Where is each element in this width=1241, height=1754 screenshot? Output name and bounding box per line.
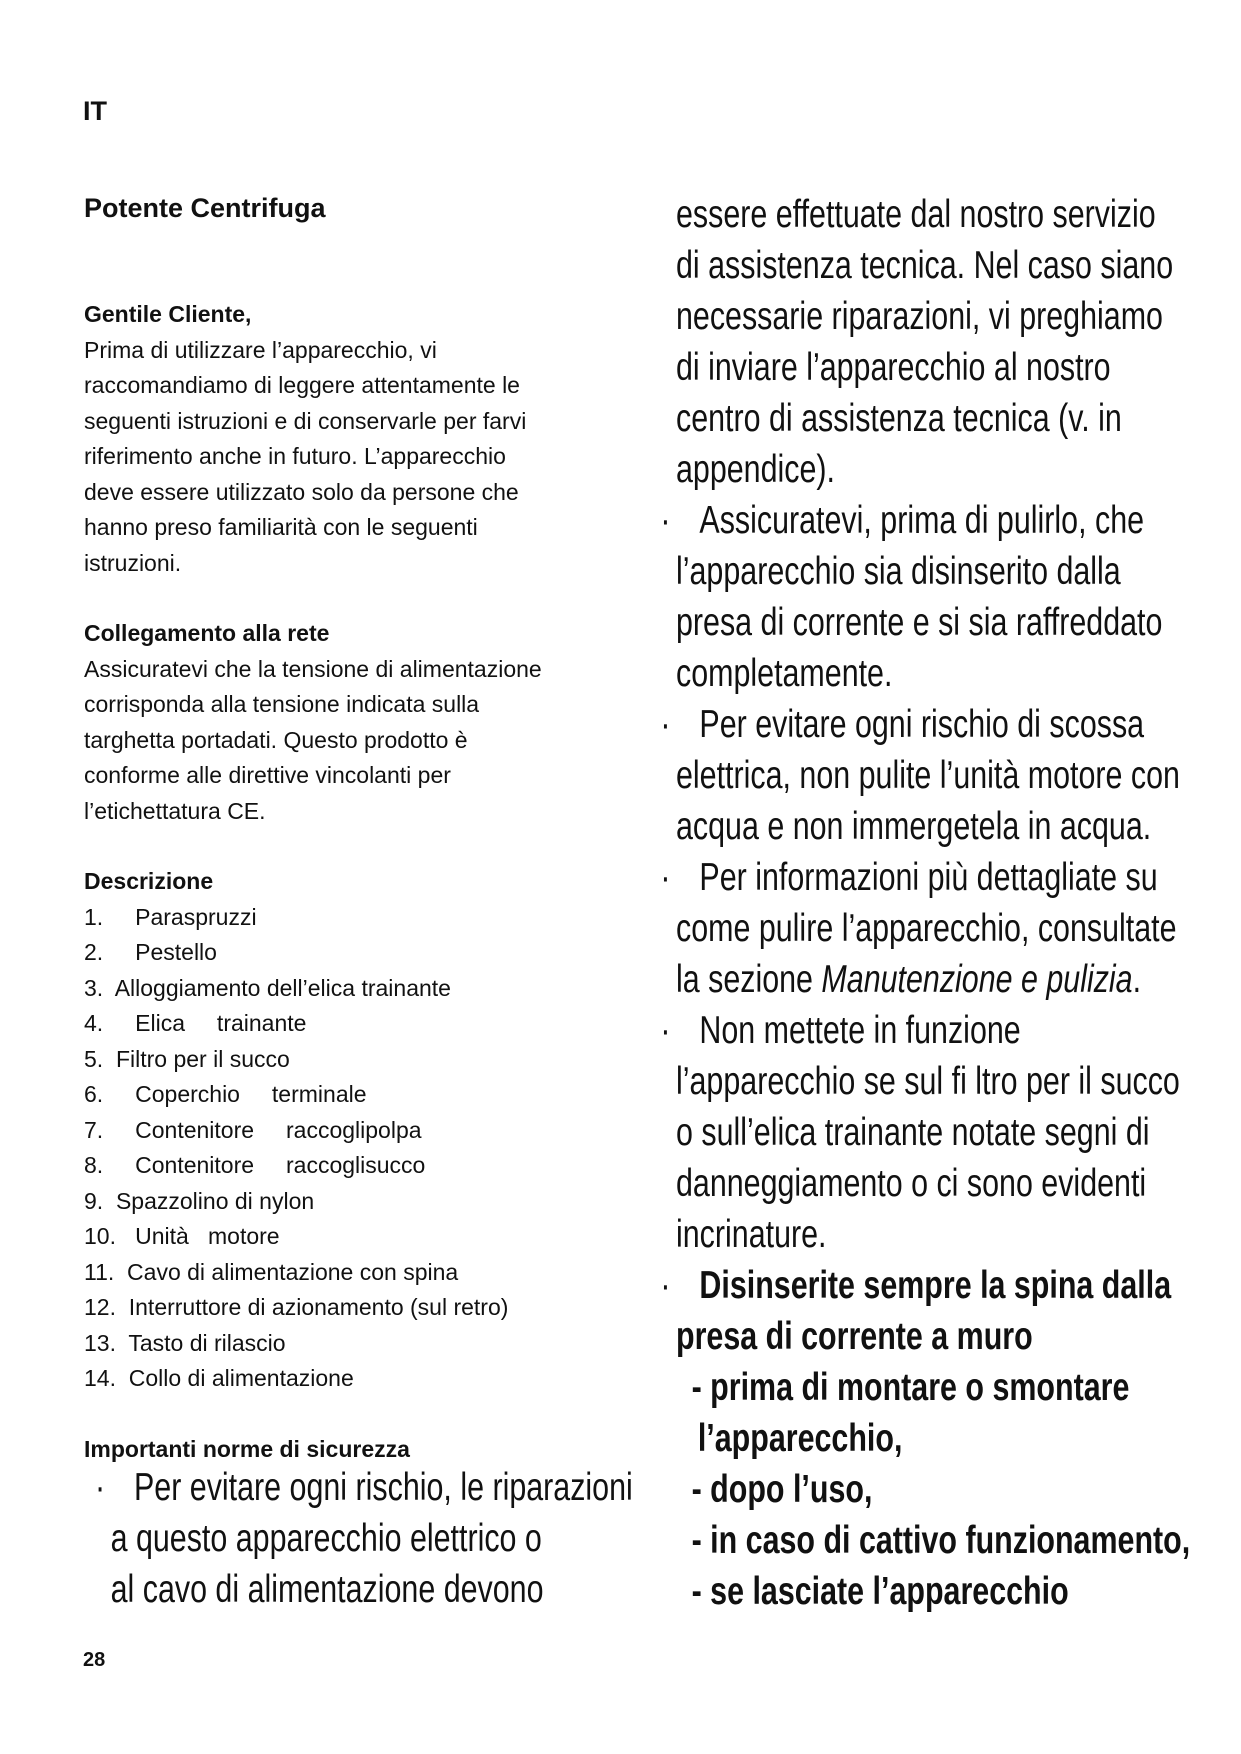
continued-line: di inviare l’apparecchio al nostro — [676, 346, 1111, 389]
safety-first-item — [95, 1462, 633, 1615]
bullet: · — [660, 1264, 671, 1307]
list-item: 4. Elica trainante — [84, 1010, 307, 1036]
language-code: IT — [83, 96, 107, 126]
greeting-line: raccomandiamo di leggere attentamente le — [84, 372, 520, 398]
safety-heading: Importanti norme di sicurezza — [84, 1435, 410, 1462]
left-column — [84, 297, 644, 1467]
list-item: 9. Spazzolino di nylon — [84, 1187, 315, 1214]
bullet-line — [676, 954, 1222, 1005]
continued-line: appendice). — [676, 448, 835, 491]
section-reference: Manutenzione e pulizia — [821, 958, 1133, 1001]
bullet: · — [660, 1009, 671, 1052]
bullet: · — [95, 1466, 106, 1509]
safety-line: al cavo di alimentazione devono — [110, 1568, 544, 1611]
list-item: 6. Coperchio terminale — [84, 1081, 367, 1107]
continued-line: essere effettuate dal nostro servizio — [676, 193, 1156, 236]
connection-section — [84, 616, 644, 829]
bullet: · — [660, 856, 671, 899]
description-section — [84, 864, 644, 1397]
bullet-line: danneggiamento o ci sono evidenti — [676, 1162, 1147, 1205]
bullet: · — [660, 703, 671, 746]
list-item: 1. Paraspruzzi — [84, 903, 257, 930]
list-item: 3. Alloggiamento dell’elica trainante — [84, 974, 451, 1001]
continued-line: di assistenza tecnica. Nel caso siano — [676, 244, 1174, 287]
greeting-line: riferimento anche in futuro. L’apparecchio — [84, 443, 506, 469]
greeting-line: hanno preso familiarità con le seguenti — [84, 514, 478, 540]
connection-line: targhetta portadati. Questo prodotto è — [84, 726, 468, 753]
list-item: 14. Collo di alimentazione — [84, 1365, 354, 1391]
text-run: . — [1132, 958, 1142, 1001]
greeting-line: Prima di utilizzare l’apparecchio, vi — [84, 336, 437, 363]
bullet-line: presa di corrente a muro — [676, 1315, 1033, 1358]
bullet-line: acqua e non immergetela in acqua. — [676, 805, 1152, 848]
bullet-line: Disinserite sempre la spina dalla — [699, 1264, 1172, 1307]
list-item: 5. Filtro per il succo — [84, 1045, 290, 1072]
connection-line: conforme alle direttive vincolanti per — [84, 762, 451, 788]
list-item: 10. Unità motore — [84, 1223, 280, 1249]
connection-line: Assicuratevi che la tensione di alimentazione — [84, 655, 542, 682]
right-column — [660, 189, 1222, 1617]
greeting-line: istruzioni. — [84, 549, 182, 576]
list-item: 13. Tasto di rilascio — [84, 1329, 286, 1356]
greeting-line: seguenti istruzioni e di conservarle per farvi — [84, 407, 527, 434]
bullet-line: Per informazioni più dettagliate su — [699, 856, 1158, 899]
list-item: 2. Pestello — [84, 939, 217, 965]
safety-line: Per evitare ogni rischio, le riparazioni — [134, 1466, 633, 1509]
connection-line: corrisponda alla tensione indicata sulla — [84, 691, 480, 717]
sub-line: - prima di montare o smontare — [691, 1366, 1130, 1409]
bullet-line: Per evitare ogni rischio di scossa — [699, 703, 1145, 746]
list-item: 12. Interruttore di azionamento (sul retro) — [84, 1294, 509, 1320]
bullet-line: completamente. — [676, 652, 893, 695]
greeting-heading: Gentile Cliente, — [84, 301, 252, 327]
bullet-line: presa di corrente e si sia raffreddato — [676, 601, 1163, 644]
list-item: 7. Contenitore raccoglipolpa — [84, 1116, 422, 1143]
greeting-line: deve essere utilizzato solo da persone che — [84, 478, 519, 505]
sub-line: l’apparecchio, — [697, 1417, 903, 1460]
bullet-line: incrinature. — [676, 1213, 827, 1256]
connection-line: l’etichettatura CE. — [84, 797, 266, 824]
text-run: la sezione — [676, 958, 822, 1001]
bullet-line: l’apparecchio sia disinserito dalla — [676, 550, 1121, 593]
bullet-line: Non mettete in funzione — [699, 1009, 1021, 1052]
list-item: 8. Contenitore raccoglisucco — [84, 1152, 426, 1178]
continued-line: centro di assistenza tecnica (v. in — [676, 397, 1122, 440]
list-item: 11. Cavo di alimentazione con spina — [84, 1258, 459, 1285]
page-number: 28 — [83, 1649, 106, 1671]
sub-line: - se lasciate l’apparecchio — [691, 1570, 1069, 1613]
bullet-line: elettrica, non pulite l’unità motore con — [676, 754, 1180, 797]
page-title: Potente Centrifuga — [84, 193, 326, 223]
bullet-line: Assicuratevi, prima di pulirlo, che — [699, 499, 1145, 542]
description-heading: Descrizione — [84, 868, 214, 894]
connection-heading: Collegamento alla rete — [84, 620, 330, 646]
continued-line: necessarie riparazioni, vi preghiamo — [676, 295, 1163, 338]
bullet-line: l’apparecchio se sul fi ltro per il succo — [676, 1060, 1180, 1103]
bullet-line: o sull’elica trainante notate segni di — [676, 1111, 1150, 1154]
sub-line: - in caso di cattivo funzionamento, — [691, 1519, 1191, 1562]
greeting-section — [84, 297, 644, 581]
sub-line: - dopo l’uso, — [691, 1468, 873, 1511]
bullet-line: come pulire l’apparecchio, consultate — [676, 907, 1177, 950]
safety-line: a questo apparecchio elettrico o — [110, 1517, 542, 1560]
bullet: · — [660, 499, 671, 542]
